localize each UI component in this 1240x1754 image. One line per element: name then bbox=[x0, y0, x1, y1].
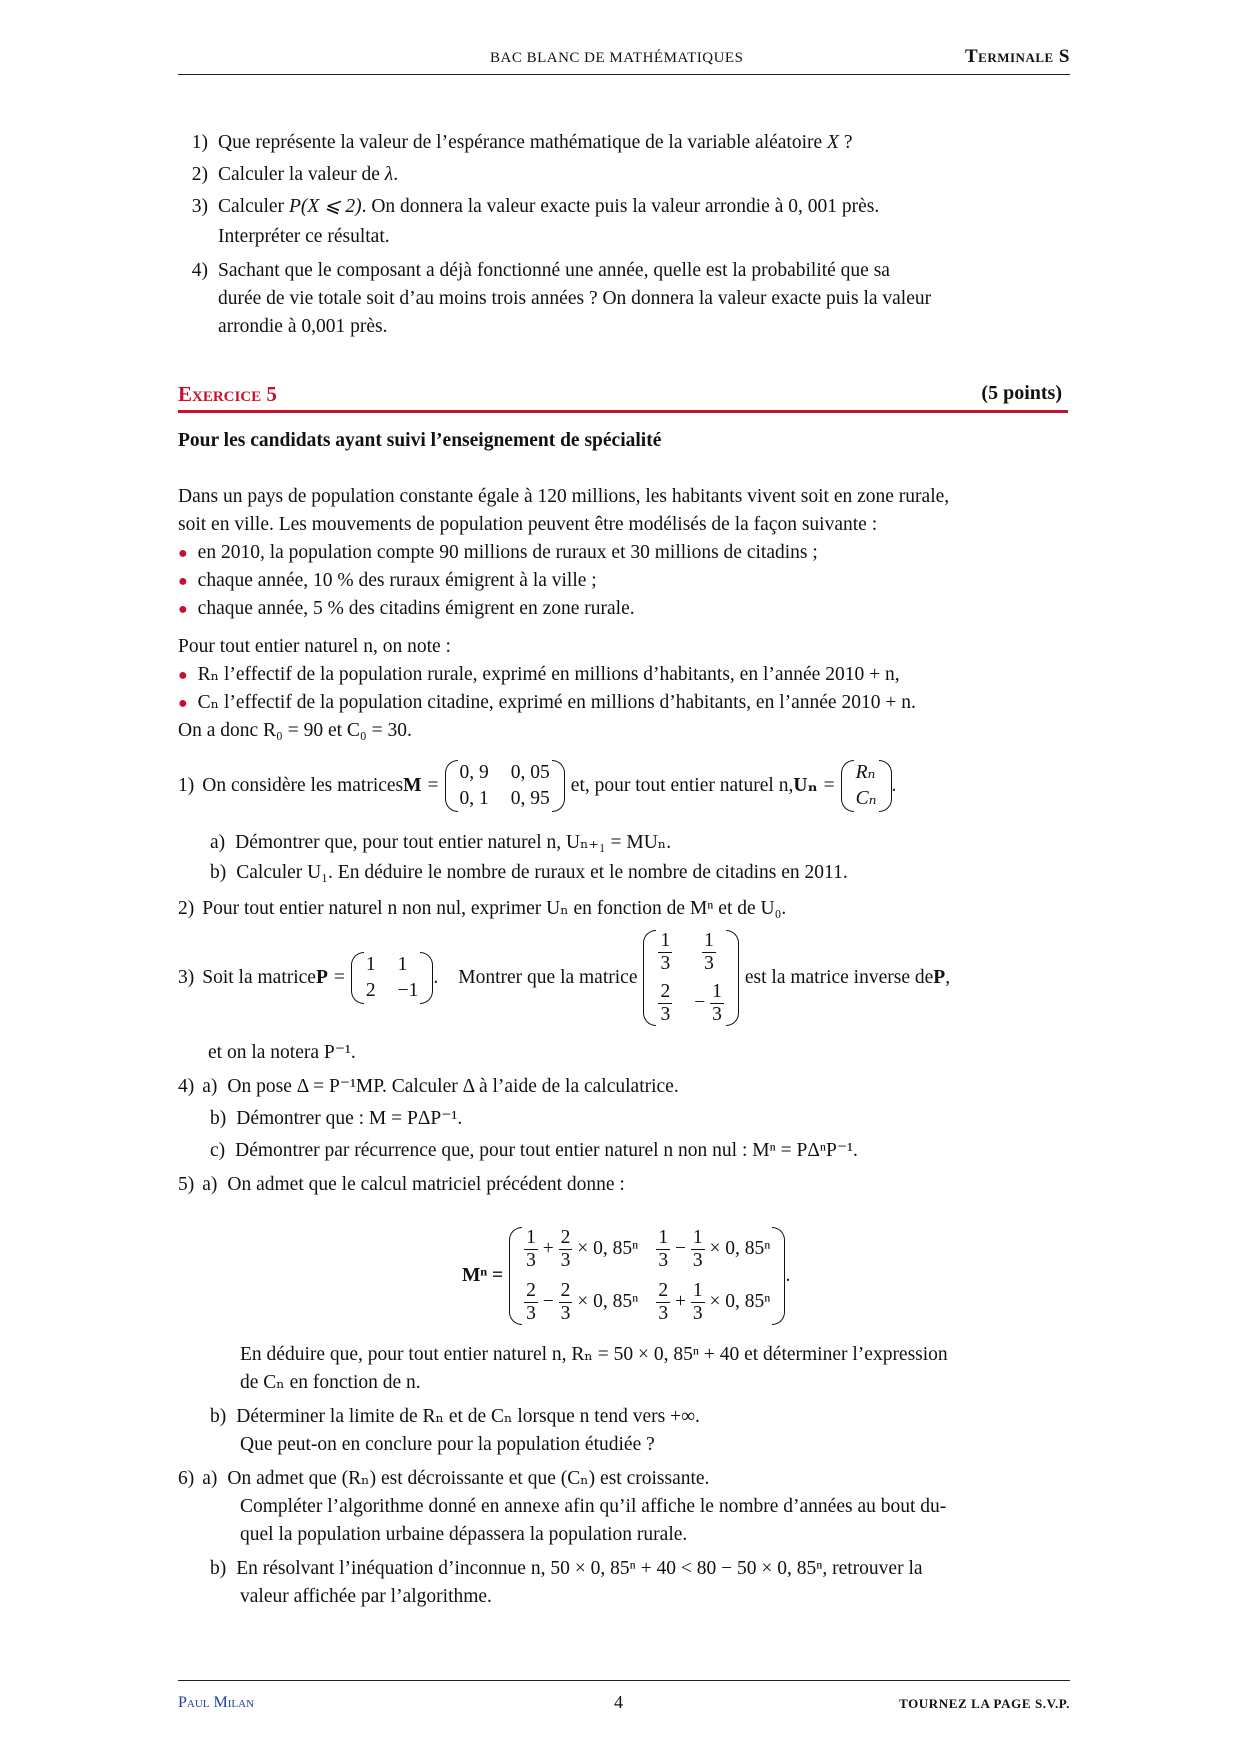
question-6a-line2: Compléter l’algorithme donné en annexe afin qu’il affiche le nombre d’années au bout du- bbox=[240, 1496, 947, 1517]
question-3-note: et on la notera P⁻¹. bbox=[208, 1042, 356, 1063]
question-6b: b) En résolvant l’inéquation d’inconnue n, 50 × 0, 85ⁿ + 40 < 80 − 50 × 0, 85ⁿ, retrouver la bbox=[210, 1558, 923, 1579]
exercise-points: (5 points) bbox=[981, 382, 1062, 404]
question-5b: b) Déterminer la limite de Rₙ et de Cₙ lorsque n tend vers +∞. bbox=[210, 1406, 700, 1427]
matrix-Mn-equation: Mⁿ = $\frac{1}{3}$ + $\frac{2}{3}$ × 0, 85ⁿ $\frac{1}{3}$ − $\frac{1}{3}$ × 0, 85ⁿ $\frac{2}{3}$ − $\frac{2}{3}$ × 0, 85ⁿ $\frac{2}{3}$ + $\frac{1}{3}$ × 0, 85ⁿ . bbox=[462, 1227, 791, 1324]
prev-question-3: 3) Calculer P(X ⩽ 2). On donnera la valeur exacte puis la valeur arrondie à 0, 001 près. bbox=[191, 196, 880, 217]
bullet-item: ● en 2010, la population compte 90 millions de ruraux et 30 millions de citadins ; bbox=[178, 542, 818, 563]
bullet-icon: ● bbox=[178, 695, 188, 712]
prev-question-4: 4) Sachant que le composant a déjà fonctionné une année, quelle est la probabilité que sa bbox=[191, 260, 890, 281]
prev-question-3-line2: Interpréter ce résultat. bbox=[218, 226, 390, 247]
matrix-M: 0, 9 0, 05 0, 1 0, 95 bbox=[445, 760, 565, 812]
matrix-Mn: $\frac{1}{3}$ + $\frac{2}{3}$ × 0, 85ⁿ $\frac{1}{3}$ − $\frac{1}{3}$ × 0, 85ⁿ $\frac{2}{3}$ − $\frac{2}{3}$ × 0, 85ⁿ $\frac{2}{3}$ + $\frac{1}{3}$ × 0, 85ⁿ bbox=[509, 1227, 785, 1325]
definition-C: ● Cₙ l’effectif de la population citadine, exprimé en millions d’habitants, en l’année 2010 + n. bbox=[178, 692, 916, 713]
bullet-item: ● chaque année, 5 % des citadins émigrent en zone rurale. bbox=[178, 598, 635, 619]
prev-question-4-line3: arrondie à 0,001 près. bbox=[218, 316, 388, 337]
bullet-icon: ● bbox=[178, 667, 188, 684]
question-4b: b) Démontrer que : M = PΔP⁻¹. bbox=[210, 1108, 463, 1129]
question-5a-deduce-1: En déduire que, pour tout entier naturel n, Rₙ = 50 × 0, 85ⁿ + 40 et déterminer l’expression bbox=[240, 1344, 948, 1365]
footer-turn-page: TOURNEZ LA PAGE S.V.P. bbox=[899, 1696, 1070, 1711]
exercise-subtitle: Pour les candidats ayant suivi l’enseignement de spécialité bbox=[178, 430, 662, 451]
bullet-item: ● chaque année, 10 % des ruraux émigrent à la ville ; bbox=[178, 570, 597, 591]
question-5b-line2: Que peut-on en conclure pour la population étudiée ? bbox=[240, 1434, 655, 1455]
prev-question-4-line2: durée de vie totale soit d’au moins trois années ? On donnera la valeur exacte puis la valeur bbox=[218, 288, 932, 309]
question-6a: 6) a) On admet que (Rₙ) est décroissante et que (Cₙ) est croissante. bbox=[178, 1468, 710, 1489]
exercise-title: Exercice 5 bbox=[178, 382, 277, 406]
bullet-icon: ● bbox=[178, 573, 188, 590]
prev-question-1: 1) Que représente la valeur de l’espérance mathématique de la variable aléatoire X ? bbox=[191, 132, 853, 153]
exercise-title-rule bbox=[178, 410, 1068, 413]
footer-page-number: 4 bbox=[614, 1692, 623, 1712]
definition-R: ● Rₙ l’effectif de la population rurale, exprimé en millions d’habitants, en l’année 2010 + n, bbox=[178, 664, 900, 685]
question-5a-deduce-2: de Cₙ en fonction de n. bbox=[240, 1372, 421, 1393]
question-1b: b) Calculer U₁. En déduire le nombre de ruraux et le nombre de citadins en 2011. bbox=[210, 862, 848, 883]
initial-values: On a donc R₀ = 90 et C₀ = 30. bbox=[178, 720, 412, 741]
footer-rule bbox=[178, 1680, 1070, 1681]
intro-line-1: Dans un pays de population constante égale à 120 millions, les habitants vivent soit en zone rurale, bbox=[178, 486, 950, 507]
question-6a-line3: quel la population urbaine dépassera la population rurale. bbox=[240, 1524, 688, 1545]
question-2: 2) Pour tout entier naturel n non nul, exprimer Uₙ en fonction de Mⁿ et de U₀. bbox=[178, 898, 787, 919]
header-level: Terminale S bbox=[965, 46, 1070, 67]
for-all-line: Pour tout entier naturel n, on note : bbox=[178, 636, 451, 657]
question-6b-line2: valeur affichée par l’algorithme. bbox=[240, 1586, 492, 1607]
question-3: 3) Soit la matrice P = 1 1 2 −1 . Montrer que la matrice $\frac{1}{3}$ $\frac{1}{3}$ $\frac{2}{3}$ − $\frac{1}{3}$ est la matrice inverse de P , bbox=[178, 930, 951, 1025]
footer-author: Paul Milan bbox=[178, 1694, 255, 1711]
bullet-icon: ● bbox=[178, 601, 188, 618]
header-title: BAC BLANC DE MATHÉMATIQUES bbox=[490, 50, 744, 66]
question-1: 1) On considère les matrices M = 0, 9 0, 05 0, 1 0, 95 et, pour tout entier naturel n, Uₙ = Rₙ Cₙ . bbox=[178, 760, 896, 812]
header-rule bbox=[178, 74, 1070, 75]
question-4c: c) Démontrer par récurrence que, pour tout entier naturel n non nul : Mⁿ = PΔⁿP⁻¹. bbox=[210, 1140, 858, 1161]
prev-question-2: 2) Calculer la valeur de λ. bbox=[191, 164, 399, 185]
question-5a: 5) a) On admet que le calcul matriciel précédent donne : bbox=[178, 1174, 625, 1195]
matrix-P-inverse: $\frac{1}{3}$ $\frac{1}{3}$ $\frac{2}{3}$ − $\frac{1}{3}$ bbox=[643, 930, 738, 1026]
question-1a: a) Démontrer que, pour tout entier naturel n, Uₙ₊₁ = MUₙ. bbox=[210, 832, 672, 853]
bullet-icon: ● bbox=[178, 545, 188, 562]
intro-line-2: soit en ville. Les mouvements de population peuvent être modélisés de la façon suivante : bbox=[178, 514, 878, 535]
matrix-P: 1 1 2 −1 bbox=[351, 952, 434, 1004]
question-4a: 4) a) On pose Δ = P⁻¹MP. Calculer Δ à l’aide de la calculatrice. bbox=[178, 1076, 679, 1097]
matrix-U: Rₙ Cₙ bbox=[841, 760, 892, 812]
